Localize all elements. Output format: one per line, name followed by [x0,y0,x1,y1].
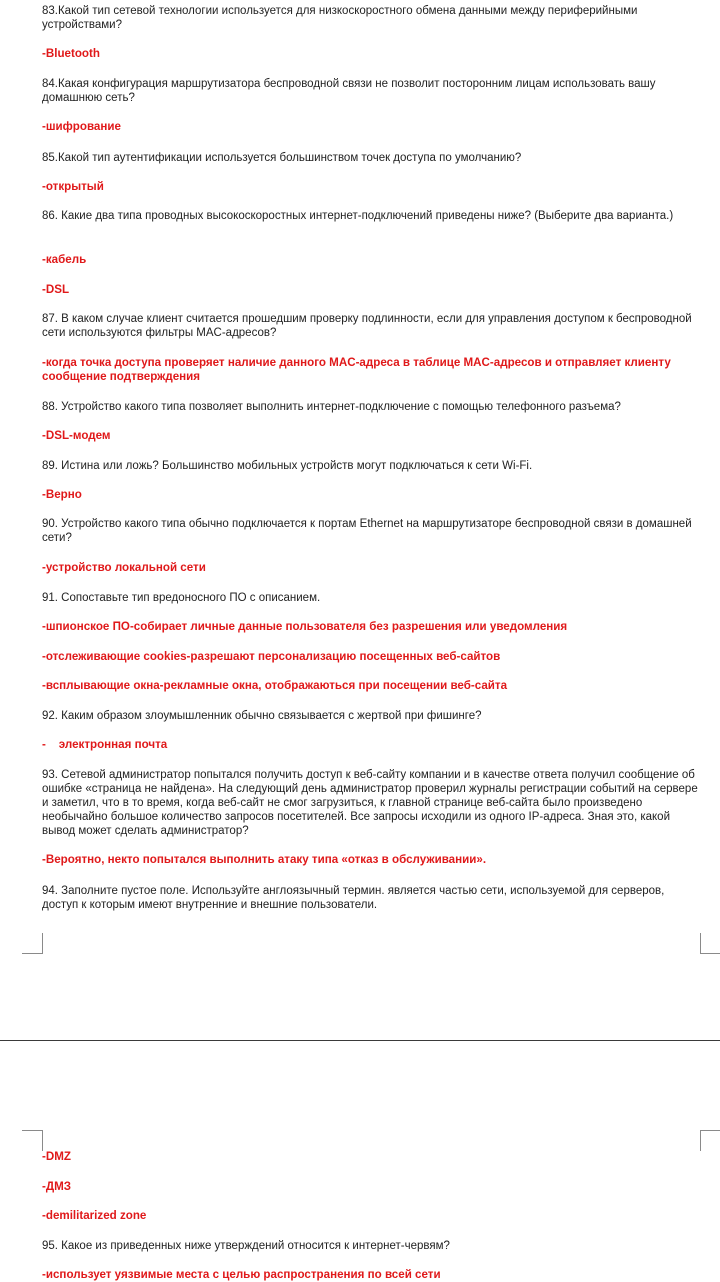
answer-93: -Вероятно, некто попытался выполнить атаку типа «отказ в обслуживании». [42,853,487,866]
crop-mark-bottom-right [700,933,720,954]
answer-94-demilitarized-zone: -demilitarized zone [42,1209,147,1222]
answer-90: -устройство локальной сети [42,561,206,574]
answer-86-dsl: -DSL [42,283,70,296]
question-86: 86. Какие два типа проводных высокоскоростных интернет-подключений приведены ниже? (Выберите два варианта.) [42,210,674,222]
answer-91-spyware: -шпионское ПО-собирает личные данные пользователя без разрешения или уведомления [42,620,568,633]
answer-89: -Верно [42,488,82,501]
answer-88: -DSL-модем [42,429,111,442]
answer-95: -использует уязвимые места с целью распространения по всей сети [42,1268,441,1281]
answer-87: -когда точка доступа проверяет наличие данного MAC-адреса в таблице MAC-адресов и отправляет клиенту сообщение подтверждения [42,356,671,383]
question-90: 90. Устройство какого типа обычно подключается к портам Ethernet на маршрутизаторе беспроводной связи в домашней сети? [42,518,692,544]
question-89: 89. Истина или ложь? Большинство мобильных устройств могут подключаться к сети Wi-Fi. [42,460,533,472]
answer-85: -открытый [42,180,104,193]
question-84: 84.Какая конфигурация маршрутизатора беспроводной связи не позволит посторонним лицам использовать вашу домашнюю сеть? [42,78,656,104]
answer-94-dmz: -DMZ [42,1150,71,1163]
answer-92: - электронная почта [42,738,168,751]
question-91: 91. Сопоставьте тип вредоносного ПО с описанием. [42,592,321,604]
question-87: 87. В каком случае клиент считается прошедшим проверку подлинности, если для управления доступом к беспроводной сети используются фильтры MAC-адресов? [42,313,692,339]
question-83: 83.Какой тип сетевой технологии используется для низкоскоростного обмена данными между периферийными устройствами? [42,5,638,31]
question-85: 85.Какой тип аутентификации используется большинством точек доступа по умолчанию? [42,152,522,164]
question-93: 93. Сетевой администратор попытался получить доступ к веб-сайту компании и в качестве ответа получил сообщение об ошибке «страница не найдена». На следующий день администратор проверил журналы регистрации событий на сервере и заметил, что в то время, когда веб-сайт не смог загрузиться, к главной странице веб-сайта было произведено необычайно большое количество запросов посетителей. Все запросы исходили из одного IP-адреса. Зная это, какой вывод может сделать администратор? [42,769,698,837]
crop-mark-top-right [700,1130,720,1151]
crop-mark-bottom-left [22,933,43,954]
question-94: 94. Заполните пустое поле. Используйте англоязычный термин. является частью сети, используемой для серверов, доступ к которым имеют внутренние и внешние пользователи. [42,885,665,911]
answer-84: -шифрование [42,120,121,133]
answer-83: -Bluetooth [42,47,100,60]
answer-91-popups: -всплывающие окна-рекламные окна, отображаються при посещении веб-сайта [42,679,508,692]
question-95: 95. Какое из приведенных ниже утверждений относится к интернет-червям? [42,1240,450,1252]
answer-94-dmz-ru: -ДМЗ [42,1180,72,1193]
crop-mark-top-left [22,1130,43,1151]
question-88: 88. Устройство какого типа позволяет выполнить интернет-подключение с помощью телефонного разъема? [42,401,621,413]
question-92: 92. Каким образом злоумышленник обычно связывается с жертвой при фишинге? [42,710,482,722]
answer-86-cable: -кабель [42,253,87,266]
answer-91-cookies: -отслеживающие cookies-разрешают персонализацию посещенных веб-сайтов [42,650,501,663]
